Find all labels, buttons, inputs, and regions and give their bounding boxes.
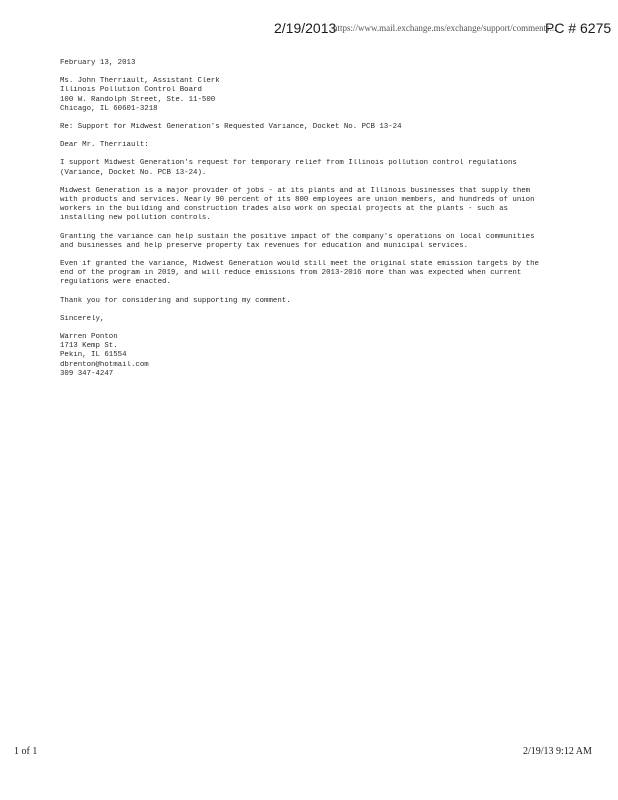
paragraph-line: workers in the building and construction trades also work on special projects at the plants - such as	[60, 205, 508, 214]
page-count: 1 of 1	[14, 746, 38, 757]
paragraph-line: Midwest Generation is a major provider of jobs - at its plants and at Illinois businesses that supply them	[60, 186, 531, 195]
letter-date: February 13, 2013	[60, 59, 136, 67]
signature-phone: 309 347-4247	[60, 369, 114, 378]
closing: Sincerely,	[60, 314, 105, 323]
paragraph	[60, 233, 580, 251]
paragraph-line: Granting the variance can help sustain the positive impact of the company's operations on local communities	[60, 232, 535, 241]
signature-line: 1713 Kemp St.	[60, 342, 118, 351]
print-timestamp: 2/19/13 9:12 AM	[523, 746, 592, 757]
recipient-address	[60, 77, 580, 114]
page-url: https://www.mail.exchange.ms/exchange/support/comments...	[333, 23, 557, 33]
paragraph-line: end of the program in 2019, and will reduce emissions from 2013-2016 more than was expected when current	[60, 269, 522, 278]
paragraph-line: I support Midwest Generation's request for temporary relief from Illinois pollution control regulations	[60, 159, 517, 168]
paragraph-line: with products and services. Nearly 90 percent of its 800 employees are union members, and hundreds of union	[60, 196, 535, 205]
paragraph-line: and businesses and help preserve property tax revenues for education and municipal services.	[60, 241, 469, 250]
pc-number-stamp: PC # 6275	[545, 20, 612, 36]
paragraph-line: installing new pollution controls.	[60, 214, 211, 223]
signature-block	[60, 333, 580, 379]
recipient-line: Illinois Pollution Control Board	[60, 86, 202, 95]
paragraph-line: (Variance, Docket No. PCB 13-24).	[60, 168, 207, 177]
letter-body	[60, 59, 580, 379]
paragraph-line: Thank you for considering and supporting my comment.	[60, 296, 291, 305]
paragraph-line: Even if granted the variance, Midwest Generation would still meet the original state emission targets by the	[60, 260, 539, 269]
print-date: 2/19/2013	[274, 20, 337, 36]
paragraph-line: regulations were enacted.	[60, 278, 171, 287]
recipient-line: 100 W. Randolph Street, Ste. 11-500	[60, 95, 216, 104]
paragraph	[60, 297, 580, 306]
paragraph	[60, 260, 580, 288]
subject-line: Re: Support for Midwest Generation's Requested Variance, Docket No. PCB 13-24	[60, 123, 402, 132]
signature-line: Pekin, IL 61554	[60, 351, 127, 360]
recipient-line: Ms. John Therriault, Assistant Clerk	[60, 77, 220, 86]
recipient-line: Chicago, IL 60601-3218	[60, 104, 158, 113]
paragraph	[60, 159, 580, 177]
salutation: Dear Mr. Therriault:	[60, 141, 149, 150]
signature-line: Warren Ponton	[60, 333, 118, 342]
paragraph	[60, 187, 580, 224]
signature-email: dbrenton@hotmail.com	[60, 360, 149, 369]
